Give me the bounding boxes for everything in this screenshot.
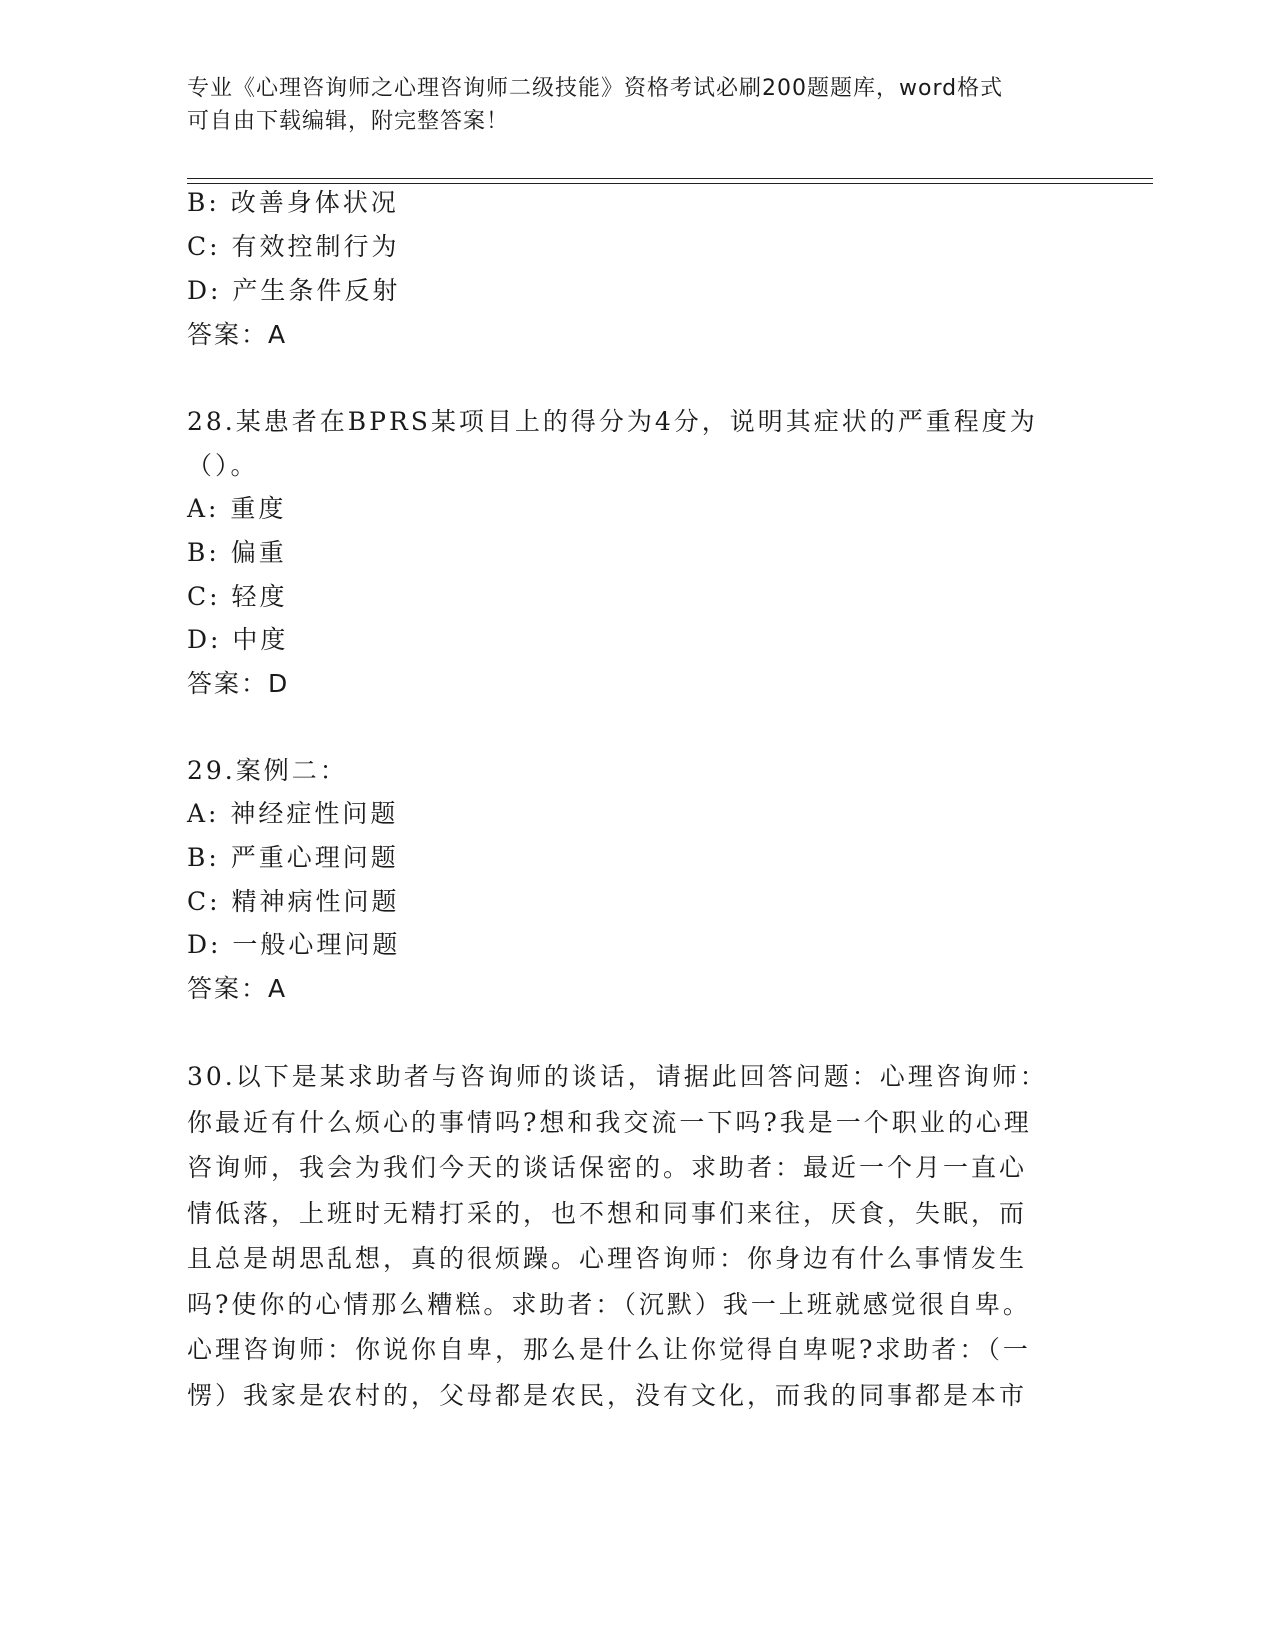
q30-line-6: 吗?使你的心情那么糟糕。求助者：（沉默）我一上班就感觉很自卑。 <box>187 1289 1031 1319</box>
header-title-line-2: 可自由下载编辑，附完整答案！ <box>187 109 510 134</box>
q30-passage <box>187 1054 1067 1418</box>
header-divider-top <box>187 178 1153 179</box>
q30-line-4: 情低落，上班时无精打采的，也不想和同事们来往，厌食，失眠，而 <box>187 1198 1028 1228</box>
document-header <box>187 72 1067 138</box>
q30-line-7: 心理咨询师：你说你自卑，那么是什么让你觉得自卑呢?求助者：（一 <box>187 1335 1031 1364</box>
q27-option-c: C: 有效控制行为 <box>187 232 400 261</box>
q27-option-b: B: 改善身体状况 <box>187 188 399 217</box>
header-title-line-1: 专业《心理咨询师之心理咨询师二级技能》资格考试必刷200题题库，word格式 <box>187 76 1004 101</box>
q29-option-a: A: 神经症性问题 <box>187 799 399 828</box>
q27-answer: 答案：A <box>187 320 288 349</box>
q29-option-c: C: 精神病性问题 <box>187 887 400 916</box>
q30-line-1: 30.以下是某求助者与咨询师的谈话，请据此回答问题：心理咨询师： <box>187 1062 1048 1091</box>
q29-stem: 29.案例二： <box>187 756 348 785</box>
q28-option-c: C: 轻度 <box>187 582 288 611</box>
q30-line-2: 你最近有什么烦心的事情吗?想和我交流一下吗?我是一个职业的心理 <box>187 1107 1032 1137</box>
q29-option-b: B: 严重心理问题 <box>187 843 399 872</box>
q30-line-3: 咨询师，我会为我们今天的谈话保密的。求助者：最近一个月一直心 <box>187 1153 1028 1182</box>
q28-stem-line-2: （）。 <box>187 451 259 480</box>
q28-option-d: D: 中度 <box>187 625 289 654</box>
q28-option-b: B: 偏重 <box>187 538 287 567</box>
q29-answer: 答案：A <box>187 974 288 1003</box>
q29-option-d: D: 一般心理问题 <box>187 930 401 959</box>
header-divider-bottom <box>187 183 1153 184</box>
q28-answer: 答案：D <box>187 669 290 698</box>
q28-stem-line-1: 28.某患者在BPRS某项目上的得分为4分，说明其症状的严重程度为 <box>187 407 1038 436</box>
q27-option-d: D: 产生条件反射 <box>187 276 401 305</box>
q30-line-5: 且总是胡思乱想，真的很烦躁。心理咨询师：你身边有什么事情发生 <box>187 1244 1028 1273</box>
q30-line-8: 愣）我家是农村的，父母都是农民，没有文化，而我的同事都是本市 <box>187 1380 1028 1410</box>
q28-option-a: A: 重度 <box>187 494 287 523</box>
